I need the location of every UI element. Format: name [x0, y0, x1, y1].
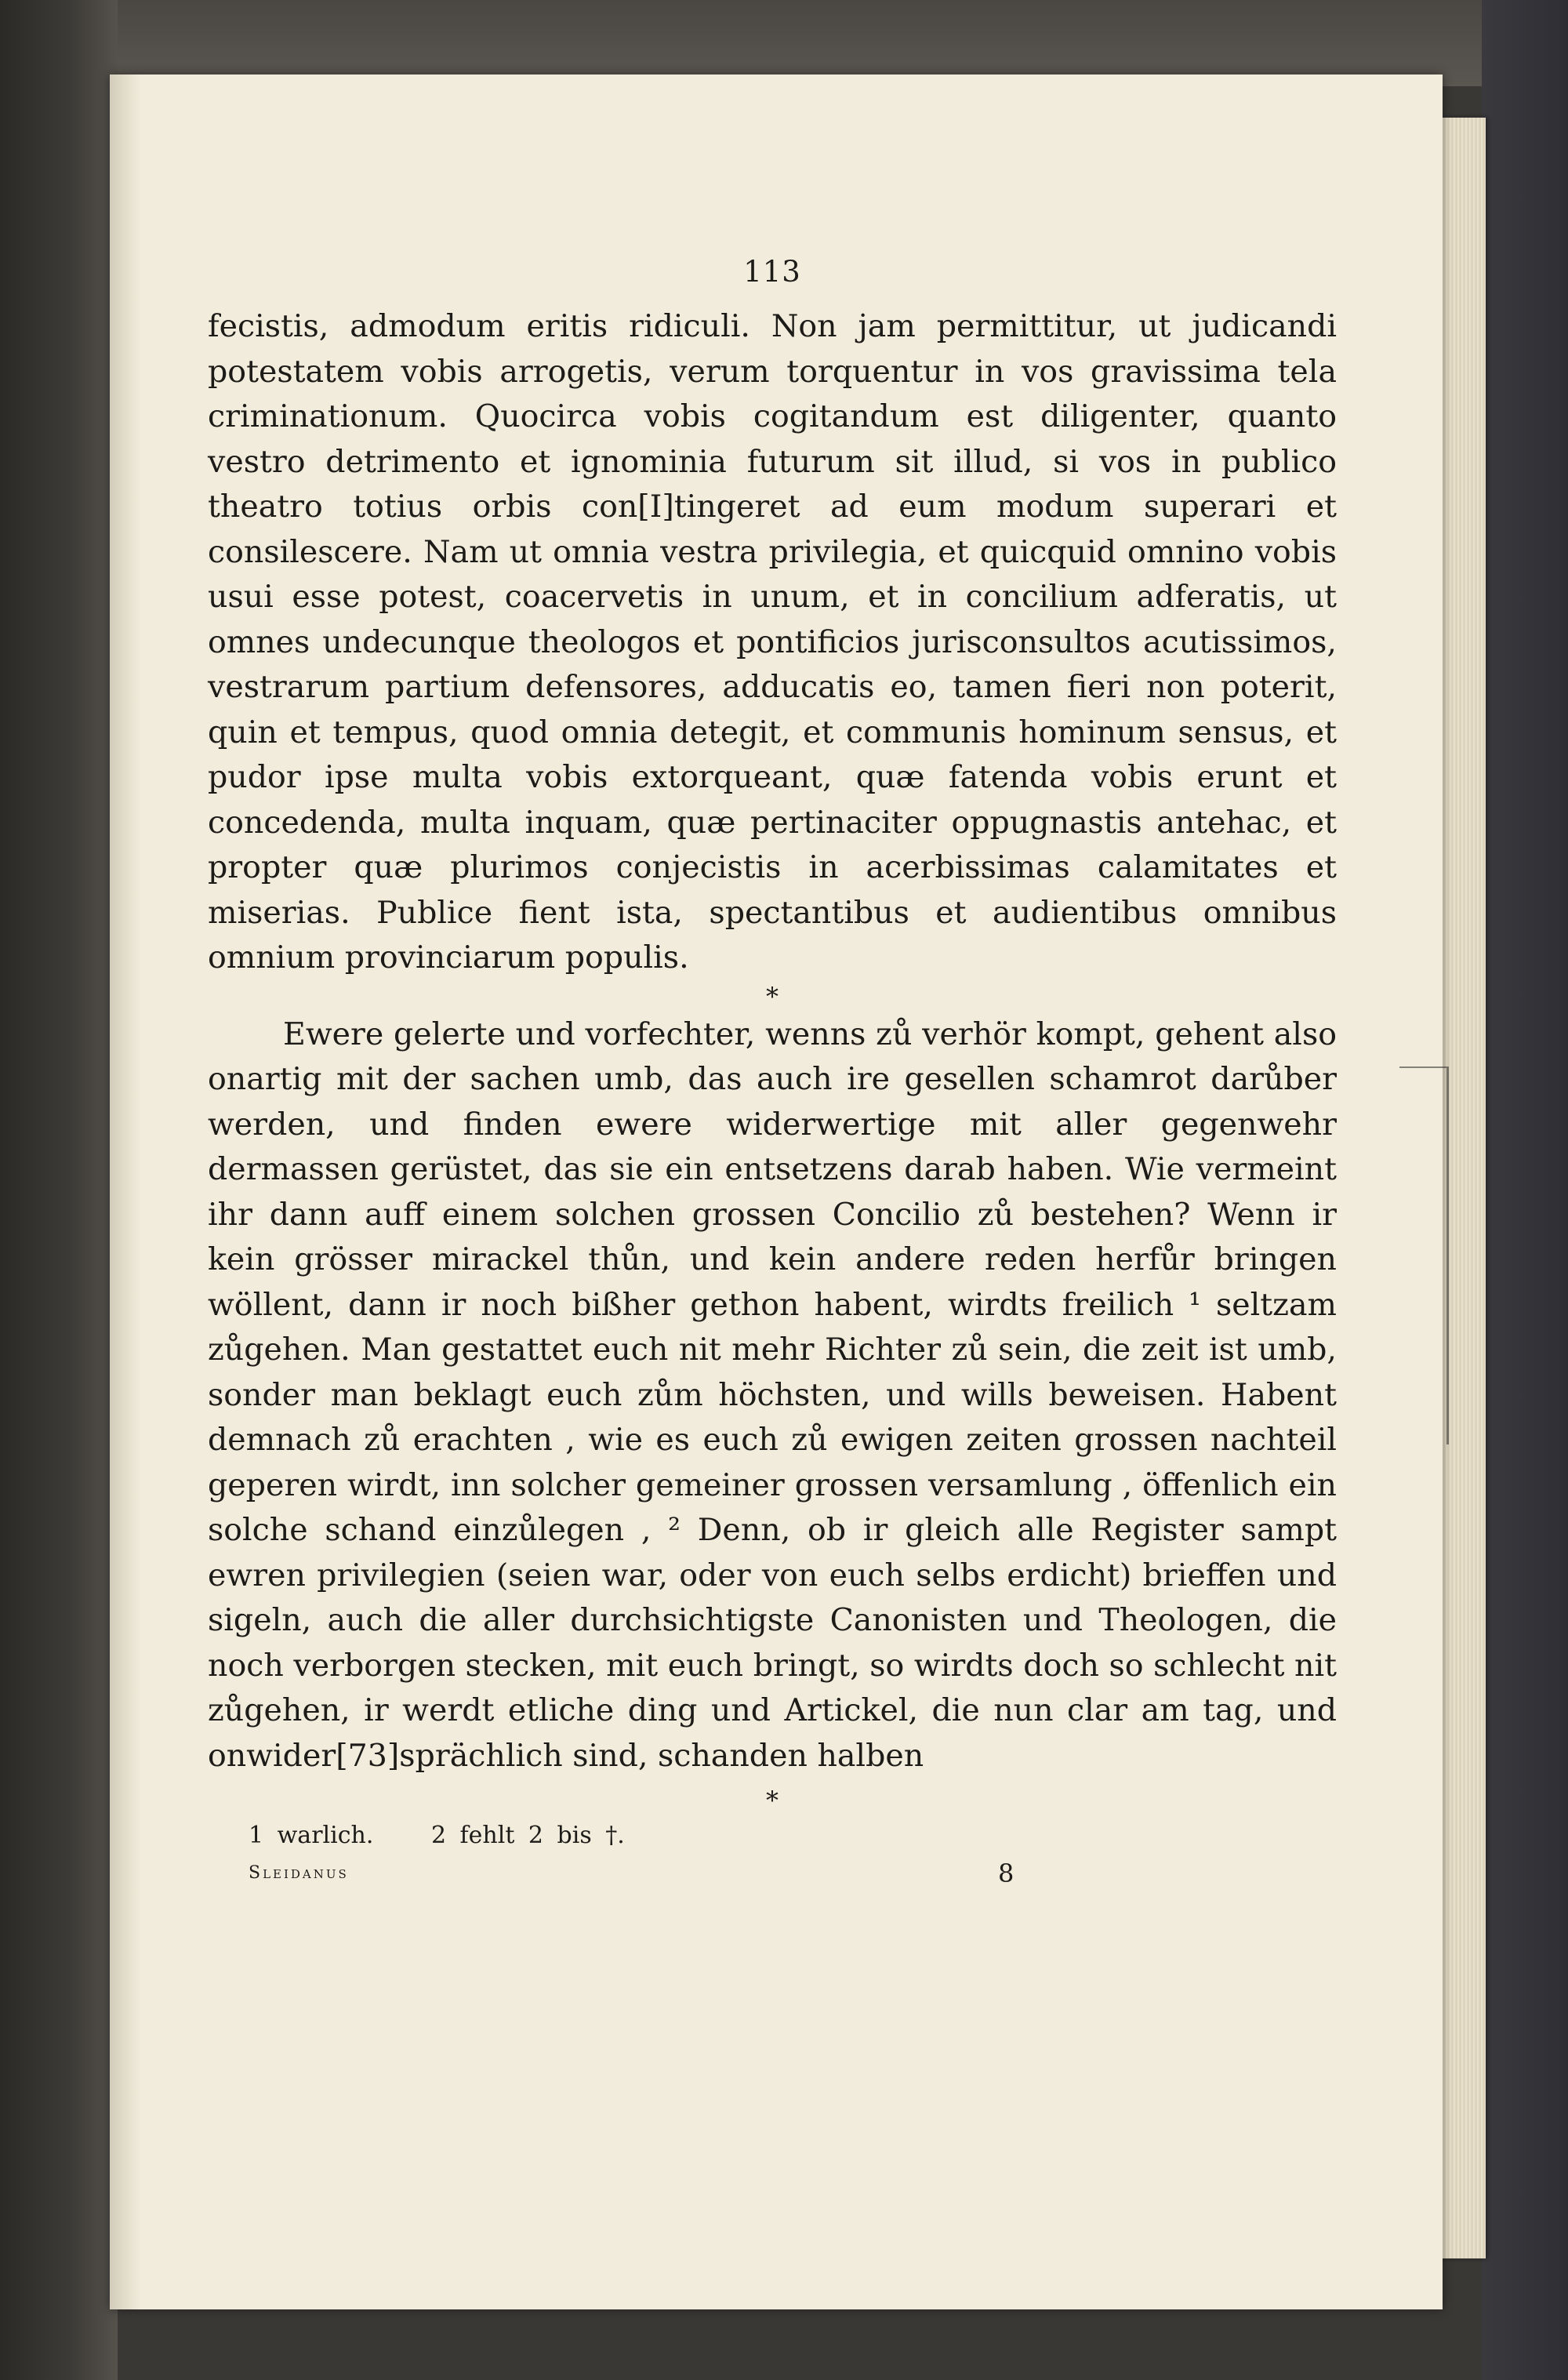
footnotes	[249, 1819, 1337, 1852]
footnote-2: 2 fehlt 2 bis †.	[430, 1822, 625, 1849]
footnote-1: 1 warlich.	[249, 1822, 374, 1849]
latin-paragraph: fecistis, admodum eritis ridiculi. Non jam permittitur, ut judicandi potestatem vobis arrogetis, verum torquentur in vos gravissima tela criminationum. Quocirca vobis cogitandum est diligenter, quanto vestro detrimento et ignominia futurum sit illud, si vos in publico theatro totius orbis con[I]tingeret ad eum modum superari et consilescere. Nam ut omnia vestra privilegia, et quicquid omnino vobis usui esse potest, coacervetis in unum, et in concilium adferatis, ut omnes undecunque theologos et pontificios jurisconsultos acutissimos, vestrarum partium defensores, adducatis eo, tamen fieri non poterit, quin et tempus, quod omnia detegit, et communis hominum sensus, et pudor ipse multa vobis extorqueant, quæ fatenda vobis erunt et concedenda, multa inquam, quæ pertinaciter oppugnastis antehac, et propter quæ plurimos conjecistis in acerbissimas calamitates et miserias. Publice fient ista, spectantibus et audientibus omnibus omnium provinciarum populis.	[208, 308, 1337, 976]
book-page	[110, 74, 1443, 2309]
bleed-through-mark	[1399, 1066, 1449, 1444]
section-separator: *	[766, 981, 779, 1012]
footnote-separator: *	[766, 1786, 779, 1815]
signature-name: Sleidanus	[249, 1863, 349, 1883]
signature-sheet-number: 8	[998, 1859, 1014, 1888]
text-block	[208, 255, 1337, 1893]
page-number: 113	[743, 255, 801, 289]
book-cover-top	[0, 0, 1568, 86]
german-paragraph: Ewere gelerte und vorfechter, wenns zů verhör kompt, gehent also onartig mit der sachen umb, das auch ire gesellen schamrot darůber werden, und finden ewere widerwertige mit aller gegenwehr dermassen gerüstet, das sie ein entsetzens darab haben. Wie vermeint ihr dann auff einem solchen grossen Concilio zů bestehen? Wenn ir kein grösser mirackel thůn, und kein andere reden herfůr bringen wöllent, dann ir noch bißher gethon habent, wirdts freilich ¹ seltzam zůgehen. Man gestattet euch nit mehr Richter zů sein, die zeit ist umb, sonder man beklagt euch zům höchsten, und wills beweisen. Habent demnach zů erachten , wie es euch zů ewigen zeiten grossen nachteil geperen wirdt, inn solcher gemeiner grossen versamlung , öffenlich ein solche schand einzůlegen , ² Denn, ob ir gleich alle Register sampt ewren privilegien (seien war, oder von euch selbs erdicht) brieffen und sigeln, auch die aller durchsichtigste Canonisten und Theologen, die noch verborgen stecken, mit euch bringt, so wirdts doch so schlecht nit zůgehen, ir werdt etliche ding und Artickel, die nun clar am tag, und onwider[73]sprächlich sind, schanden halben	[208, 1016, 1337, 1774]
book-cover-left	[0, 0, 118, 2380]
signature-line	[208, 1859, 1337, 1893]
book-cover-right	[1482, 0, 1568, 2380]
